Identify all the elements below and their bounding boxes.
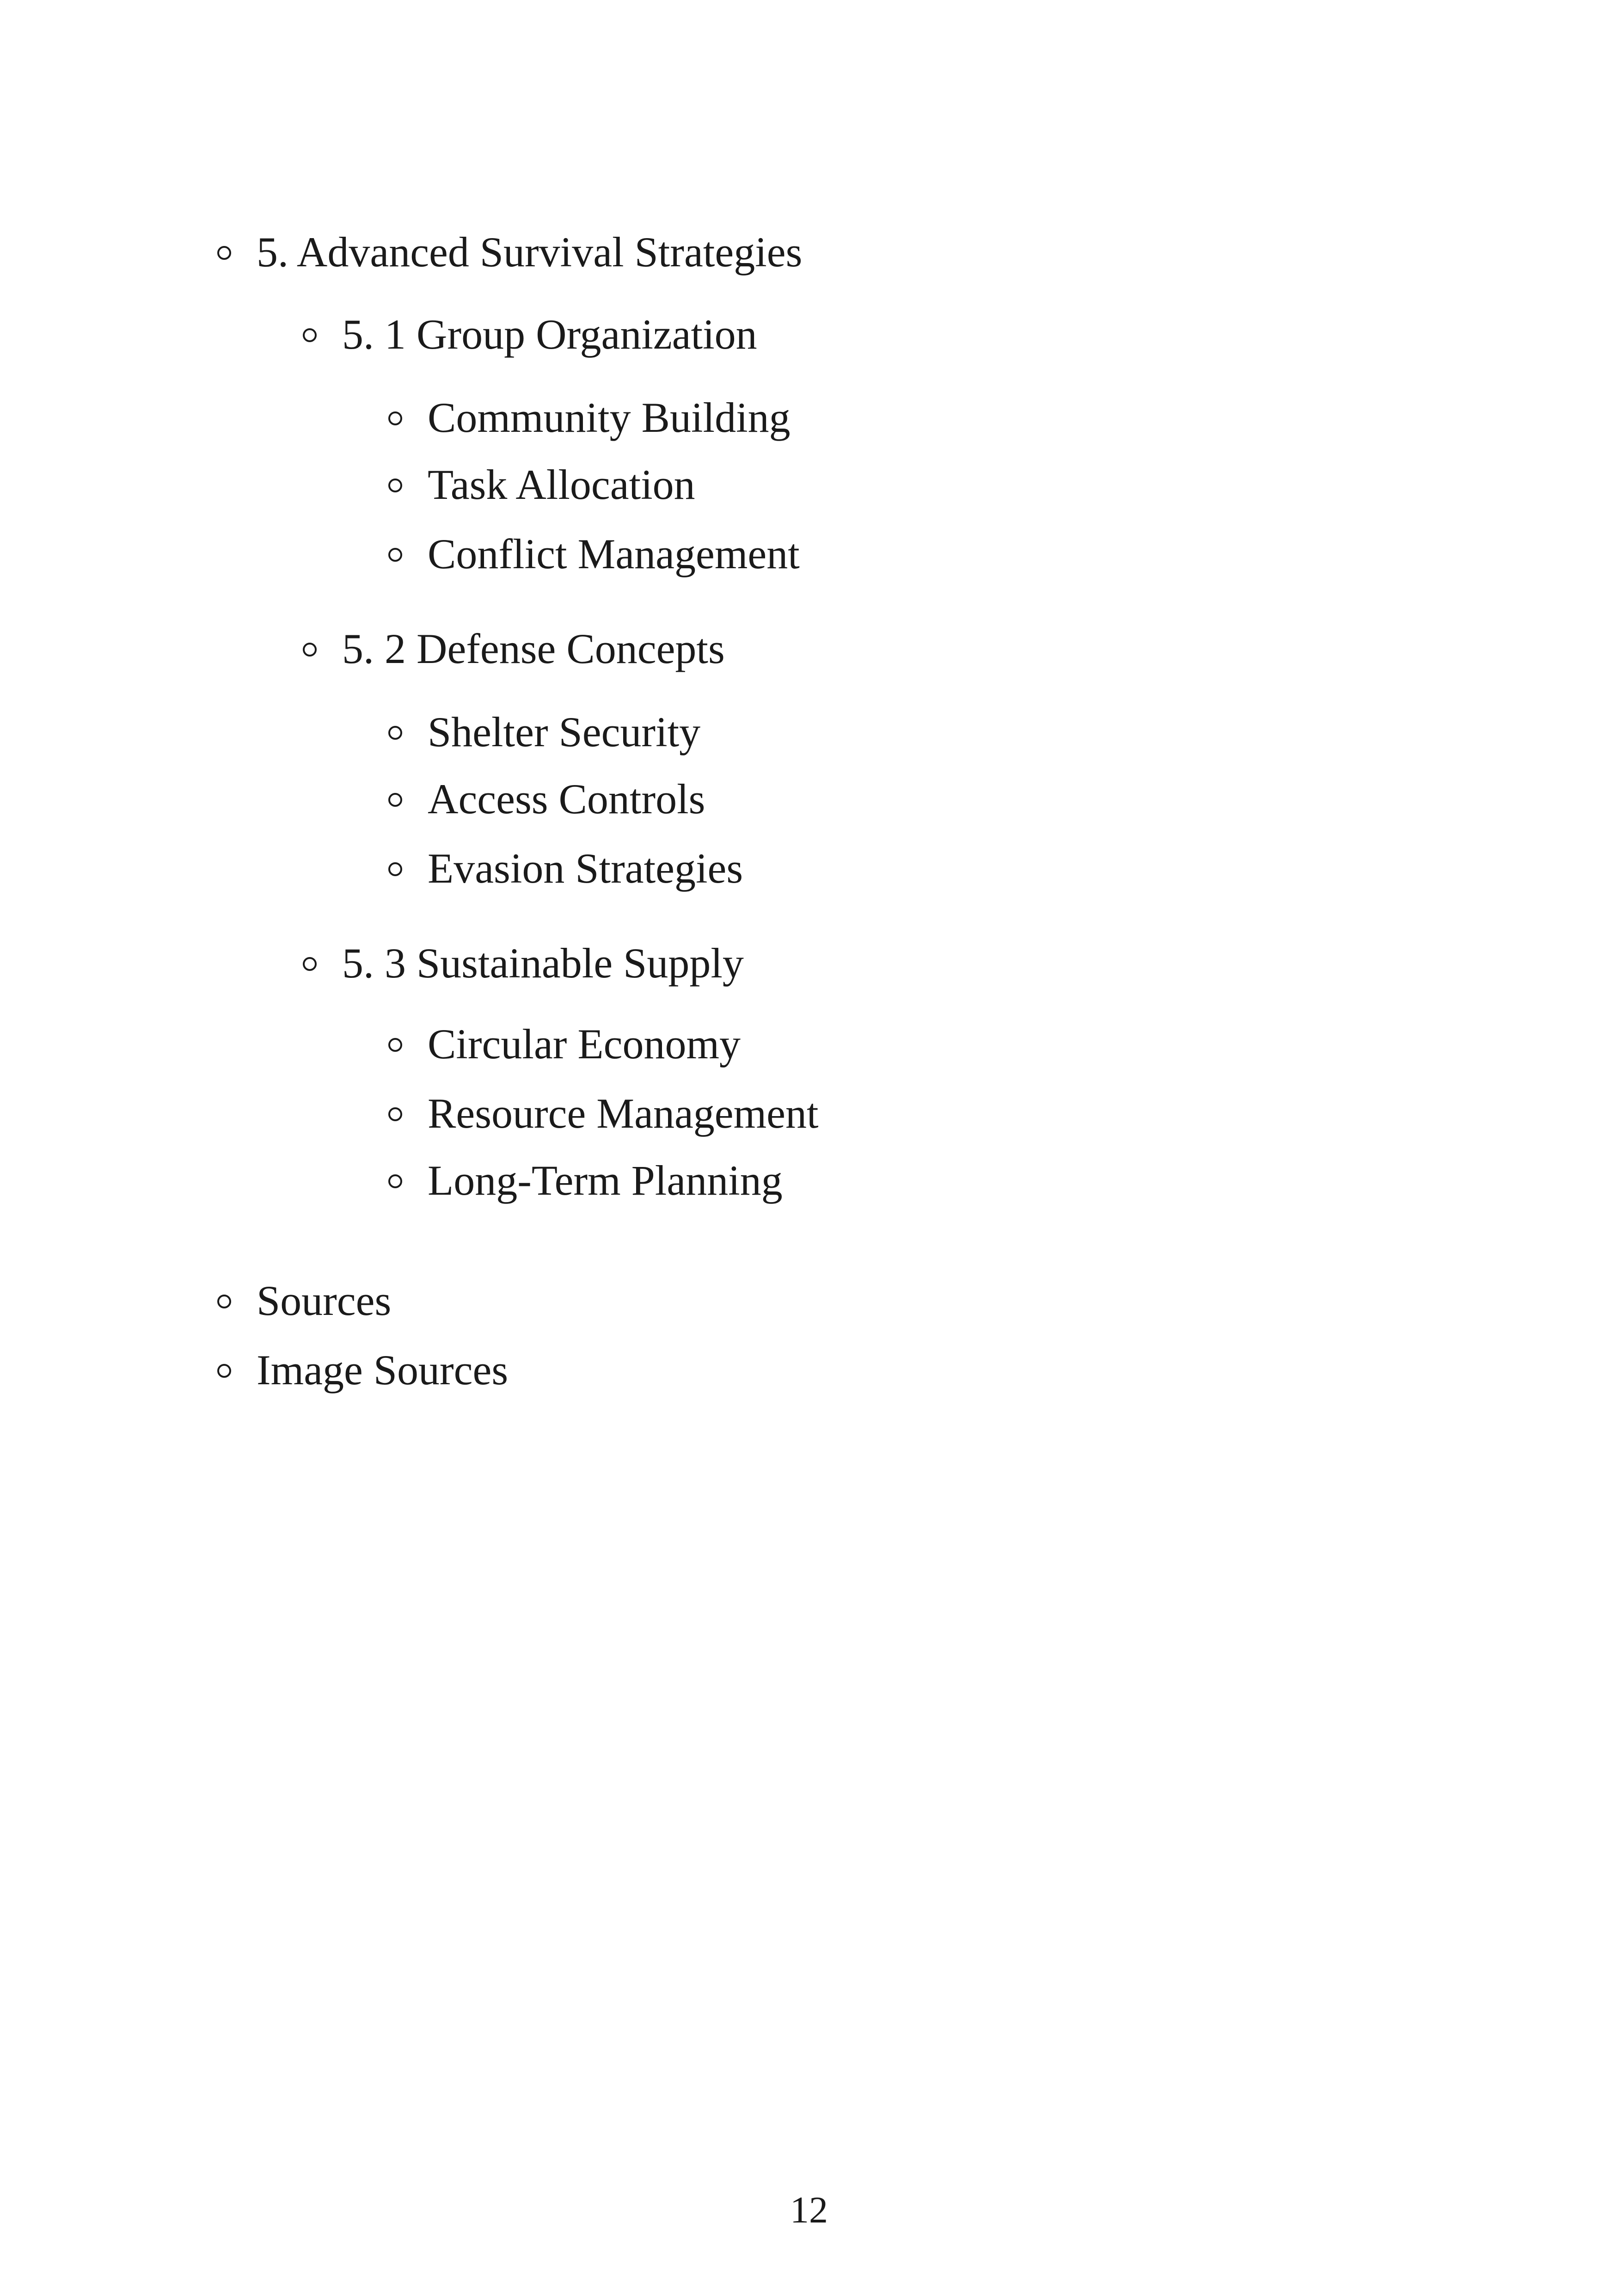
toc-entry-label: Long-Term Planning <box>428 1157 783 1204</box>
circle-bullet-icon <box>303 328 317 342</box>
toc-entry-image-sources[interactable] <box>217 1344 508 1395</box>
toc-entry-label: Task Allocation <box>428 461 695 508</box>
toc-entry-label: Evasion Strategies <box>428 845 743 892</box>
circle-bullet-icon <box>303 957 317 971</box>
circle-bullet-icon <box>388 1038 402 1052</box>
toc-entry-task-allocation[interactable] <box>388 459 695 510</box>
toc-entry-evasion-strategies[interactable] <box>388 843 743 894</box>
circle-bullet-icon <box>217 246 231 260</box>
toc-entry-shelter-security[interactable] <box>388 706 700 757</box>
circle-bullet-icon <box>388 479 402 492</box>
toc-entry-section-5-3[interactable] <box>303 938 744 988</box>
toc-entry-long-term-planning[interactable] <box>388 1155 783 1206</box>
circle-bullet-icon <box>388 411 402 425</box>
toc-entry-section-5-1[interactable] <box>303 309 757 360</box>
circle-bullet-icon <box>388 1174 402 1188</box>
toc-entry-sources[interactable] <box>217 1275 391 1326</box>
circle-bullet-icon <box>388 1107 402 1121</box>
toc-entry-conflict-management[interactable] <box>388 528 800 579</box>
toc-entry-label: Circular Economy <box>428 1020 741 1068</box>
circle-bullet-icon <box>388 793 402 807</box>
circle-bullet-icon <box>388 862 402 876</box>
toc-entry-label: Shelter Security <box>428 708 701 755</box>
toc-entry-resource-management[interactable] <box>388 1088 819 1139</box>
circle-bullet-icon <box>217 1295 231 1308</box>
toc-entry-label: 5. 3 Sustainable Supply <box>342 939 744 987</box>
toc-entry-label: 5. Advanced Survival Strategies <box>257 228 803 276</box>
page-number: 12 <box>790 2189 828 2231</box>
toc-entry-label: 5. 1 Group Organization <box>342 311 757 358</box>
circle-bullet-icon <box>303 643 317 657</box>
toc-entry-label: Conflict Management <box>428 530 800 577</box>
toc-entry-section-5-2[interactable] <box>303 623 725 674</box>
toc-entry-access-controls[interactable] <box>388 774 705 824</box>
circle-bullet-icon <box>388 548 402 562</box>
circle-bullet-icon <box>388 726 402 740</box>
circle-bullet-icon <box>217 1364 231 1378</box>
toc-entry-label: Sources <box>257 1277 392 1324</box>
toc-entry-section-5[interactable] <box>217 227 802 277</box>
toc-entry-community-building[interactable] <box>388 392 791 443</box>
toc-entry-label: Access Controls <box>428 775 705 823</box>
toc-entry-label: Community Building <box>428 394 791 441</box>
toc-entry-label: 5. 2 Defense Concepts <box>342 625 725 672</box>
toc-entry-label: Image Sources <box>257 1346 509 1394</box>
toc-entry-circular-economy[interactable] <box>388 1019 741 1069</box>
toc-entry-label: Resource Management <box>428 1090 819 1137</box>
